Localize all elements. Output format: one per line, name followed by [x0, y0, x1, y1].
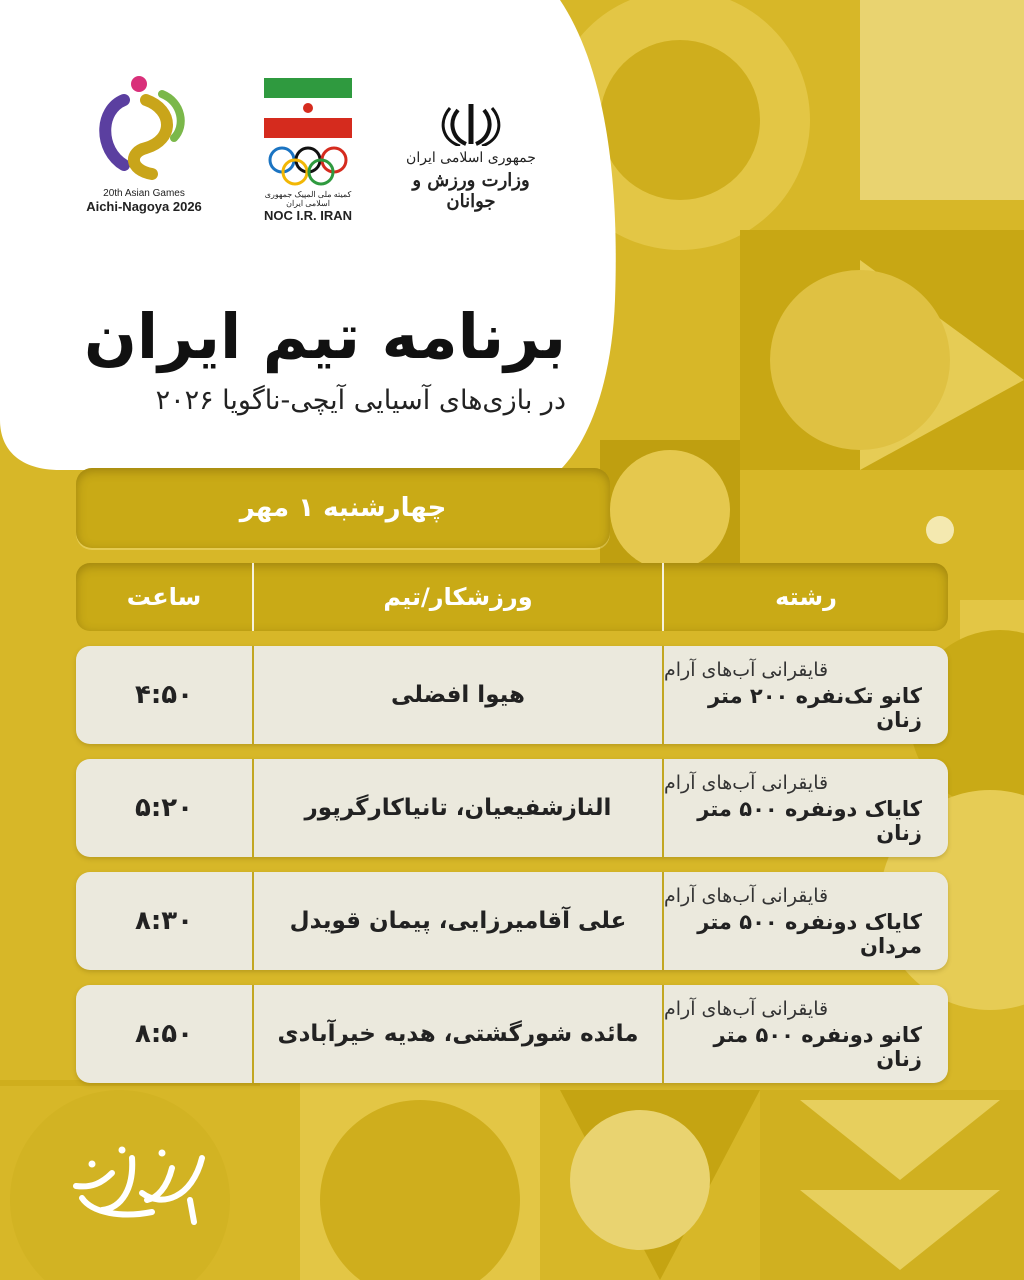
- row-time: ۴:۵۰: [134, 680, 193, 710]
- asian-games-line2: Aichi-Nagoya 2026: [86, 199, 202, 214]
- ministry-line1: جمهوری اسلامی ایران: [406, 150, 536, 166]
- row-event-category: قایقرانی آب‌های آرام: [664, 997, 829, 1020]
- header-event-cell: [664, 563, 948, 631]
- page-subtitle: در بازی‌های آسیایی آیچی-ناگویا ۲۰۲۶: [155, 385, 566, 416]
- row-event-name: کایاک دونفره ۵۰۰ متر مردان: [697, 909, 922, 958]
- row-athlete: علی آقامیرزایی، پیمان قویدل: [289, 908, 627, 934]
- asian-games-line1: 20th Asian Games: [103, 188, 185, 199]
- iran-ghahreman-logo: [62, 1138, 212, 1228]
- table-row: [76, 646, 948, 744]
- row-time: ۸:۵۰: [134, 1019, 193, 1049]
- row-event-category: قایقرانی آب‌های آرام: [664, 884, 829, 907]
- ministry-logo: [396, 100, 546, 220]
- row-athlete: هیوا افضلی: [391, 682, 525, 708]
- iran-flag-olympic-rings-icon: [262, 78, 354, 188]
- row-event-name: کانو تک‌نفره ۲۰۰ متر زنان: [707, 683, 922, 732]
- row-event-category: قایقرانی آب‌های آرام: [664, 658, 829, 681]
- ministry-line2: وزارت ورزش و جوانان: [412, 170, 530, 212]
- row-athlete: مائده شورگشتی، هدیه خیرآبادی: [277, 1021, 639, 1047]
- date-banner: [76, 468, 610, 548]
- header-time: ساعت: [126, 583, 202, 611]
- header-athlete: ورزشکار/تیم: [383, 583, 533, 611]
- noc-caption: کمیته ملی المپیک جمهوری اسلامی ایران: [264, 190, 352, 208]
- row-event-name: کایاک دونفره ۵۰۰ متر زنان: [697, 796, 922, 845]
- logos-row: [0, 70, 600, 230]
- header-event: رشته: [775, 583, 837, 611]
- page-title: برنامه تیم ایران: [83, 300, 566, 373]
- row-time: ۸:۳۰: [134, 906, 193, 936]
- table-header: [76, 563, 948, 631]
- header-athlete-cell: [252, 563, 664, 631]
- row-event-name: کانو دونفره ۵۰۰ متر زنان: [713, 1022, 922, 1071]
- schedule-table: [76, 563, 948, 1083]
- row-athlete: النازشفیعیان، تانیاکارگرپور: [304, 795, 612, 821]
- date-label: چهارشنبه ۱ مهر: [239, 493, 447, 523]
- row-event-category: قایقرانی آب‌های آرام: [664, 771, 829, 794]
- row-time: ۵:۲۰: [134, 793, 193, 823]
- asian-games-emblem-icon: [84, 70, 204, 180]
- header-time-cell: [76, 563, 252, 631]
- table-row: [76, 872, 948, 970]
- table-row: [76, 759, 948, 857]
- noc-logo: [262, 78, 354, 228]
- noc-label: NOC I.R. IRAN: [263, 208, 353, 223]
- table-row: [76, 985, 948, 1083]
- asian-games-logo: [84, 70, 204, 220]
- iran-emblem-icon: [396, 100, 546, 146]
